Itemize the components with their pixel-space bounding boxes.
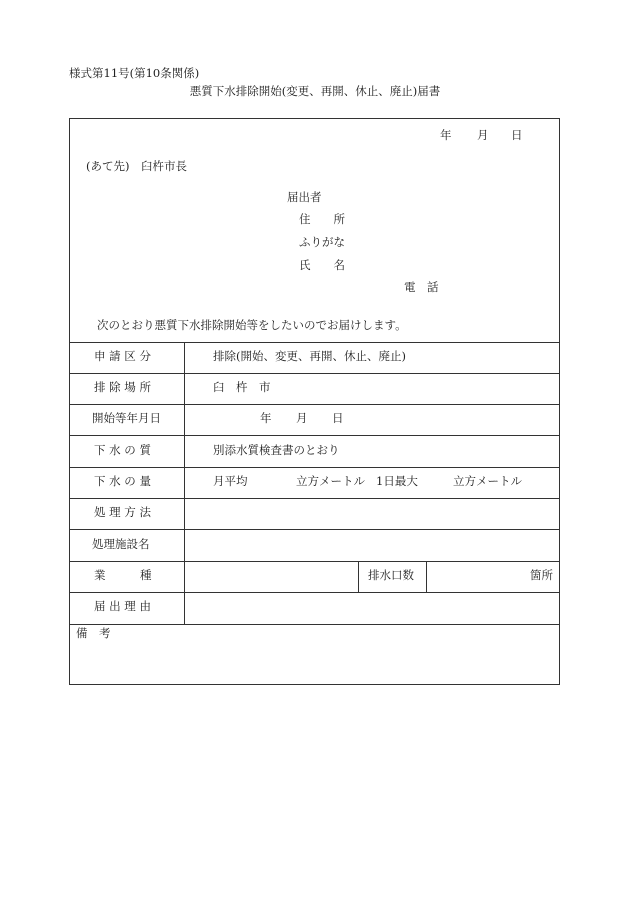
date-year-label: 年 [440, 128, 452, 142]
date-day-label: 日 [511, 128, 523, 142]
monthly-average-label: 月平均 [213, 474, 248, 488]
outlet-divider-left [358, 561, 359, 592]
outlet-divider-right [426, 561, 427, 592]
category-value: 排除(開始、変更、再開、休止、廃止) [213, 349, 406, 363]
water-quality-value: 別添水質検査書のとおり [213, 443, 340, 457]
row-divider [70, 561, 559, 562]
phone-label: 電 話 [404, 280, 439, 294]
label-column-divider [184, 342, 185, 624]
location-label: 排 除 場 所 [94, 380, 151, 394]
category-label: 申 請 区 分 [94, 349, 151, 363]
start-date-label: 開始等年月日 [92, 411, 161, 425]
facility-name-label: 処理施設名 [92, 537, 150, 551]
document-title: 悪質下水排除開始(変更、再開、休止、廃止)届書 [189, 84, 441, 98]
remarks-label: 備 考 [76, 626, 111, 640]
row-divider [70, 592, 559, 593]
row-divider [70, 529, 559, 530]
applicant-label: 届出者 [287, 190, 322, 204]
start-date-day: 日 [332, 411, 344, 425]
address-label: 住 所 [299, 212, 345, 226]
business-type-label: 業 種 [94, 568, 152, 582]
outlet-count-unit: 箇所 [530, 568, 553, 582]
row-divider [70, 342, 559, 343]
reason-label: 届 出 理 由 [94, 599, 151, 613]
daily-max-unit: 立方メートル [453, 474, 522, 488]
location-value: 臼 杵 市 [213, 380, 271, 394]
form-frame [69, 118, 560, 685]
row-divider [70, 624, 559, 625]
start-date-month: 月 [296, 411, 308, 425]
date-month-label: 月 [477, 128, 489, 142]
furigana-label: ふりがな [299, 235, 345, 249]
row-divider [70, 373, 559, 374]
row-divider [70, 435, 559, 436]
daily-max-label: 1日最大 [376, 474, 418, 488]
treatment-method-label: 処 理 方 法 [94, 505, 151, 519]
statement-text: 次のとおり悪質下水排除開始等をしたいのでお届けします。 [97, 318, 407, 332]
name-label: 氏 名 [299, 258, 345, 272]
row-divider [70, 498, 559, 499]
row-divider [70, 467, 559, 468]
form-number: 様式第11号(第10条関係) [69, 66, 200, 80]
water-volume-label: 下 水 の 量 [94, 474, 151, 488]
row-divider [70, 404, 559, 405]
outlet-count-label: 排水口数 [368, 568, 414, 582]
start-date-year: 年 [260, 411, 272, 425]
water-quality-label: 下 水 の 質 [94, 443, 151, 457]
addressee: (あて先) 臼杵市長 [86, 159, 187, 173]
monthly-average-unit: 立方メートル [296, 474, 365, 488]
